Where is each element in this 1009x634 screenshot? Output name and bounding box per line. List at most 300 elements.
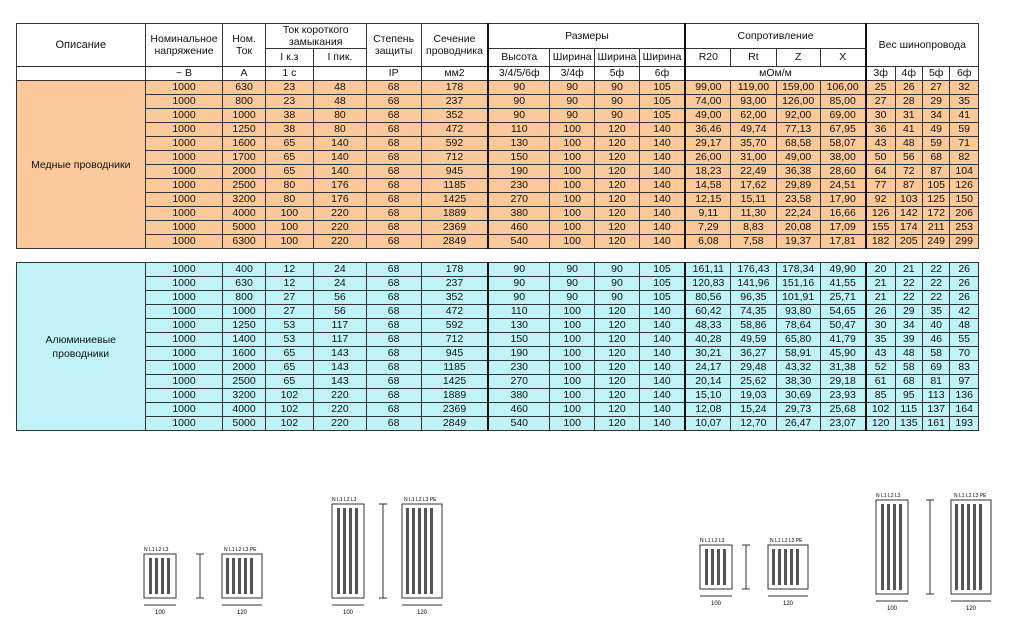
aluminum-cell: 58 <box>895 361 922 375</box>
header-ipeak: I пик. <box>314 49 367 67</box>
aluminum-cell: 53 <box>265 333 313 347</box>
copper-cell: 270 <box>488 193 549 207</box>
copper-cell: 150 <box>950 193 979 207</box>
aluminum-cell: 472 <box>421 305 488 319</box>
aluminum-cell: 135 <box>895 417 922 431</box>
copper-cell: 17,09 <box>820 221 865 235</box>
drawing-2-width-right: 120 <box>416 610 428 616</box>
aluminum-cell: 120 <box>866 417 895 431</box>
aluminum-cell: 68 <box>366 305 421 319</box>
copper-cell: 3200 <box>223 193 265 207</box>
aluminum-cell: 24 <box>314 277 367 291</box>
aluminum-cell: 1600 <box>223 347 265 361</box>
aluminum-cell: 400 <box>223 263 265 277</box>
drawing-4-width-left: 100 <box>886 606 898 612</box>
aluminum-cell: 460 <box>488 403 549 417</box>
copper-cell: 249 <box>922 235 949 249</box>
copper-cell: 68 <box>366 137 421 151</box>
aluminum-cell: 68 <box>366 375 421 389</box>
copper-cell: 140 <box>639 151 685 165</box>
copper-cell: 19,37 <box>776 235 820 249</box>
aluminum-cell: 1000 <box>145 305 223 319</box>
aluminum-cell: 120 <box>595 305 639 319</box>
aluminum-cell: 95 <box>895 389 922 403</box>
copper-cell: 119,00 <box>731 81 776 95</box>
copper-cell: 38 <box>265 123 313 137</box>
aluminum-cell: 178,34 <box>776 263 820 277</box>
copper-cell: 100 <box>550 123 595 137</box>
copper-cell: 182 <box>866 235 895 249</box>
aluminum-cell: 90 <box>550 263 595 277</box>
unit-w5: 5ф <box>922 67 949 81</box>
aluminum-cell: 23,93 <box>820 389 865 403</box>
aluminum-cell: 1000 <box>145 389 223 403</box>
aluminum-cell: 90 <box>488 263 549 277</box>
aluminum-cell: 120 <box>595 347 639 361</box>
aluminum-cell: 21 <box>895 263 922 277</box>
aluminum-row <box>17 375 979 389</box>
aluminum-cell: 74,35 <box>731 305 776 319</box>
aluminum-cell: 53 <box>265 319 313 333</box>
copper-cell: 90 <box>550 95 595 109</box>
aluminum-cell: 29,73 <box>776 403 820 417</box>
copper-cell: 65 <box>265 137 313 151</box>
aluminum-cell: 220 <box>314 389 367 403</box>
aluminum-cell: 69 <box>922 361 949 375</box>
header-short-circuit: Ток короткого замыкания <box>265 24 366 49</box>
aluminum-cell: 100 <box>550 305 595 319</box>
drawing-2-top-left: N L1 L2 L3 <box>332 497 357 503</box>
copper-cell: 1000 <box>145 179 223 193</box>
aluminum-cell: 46 <box>922 333 949 347</box>
aluminum-cell: 22 <box>922 291 949 305</box>
aluminum-cell: 352 <box>421 291 488 305</box>
copper-cell: 100 <box>550 207 595 221</box>
aluminum-cell: 93,80 <box>776 305 820 319</box>
aluminum-cell: 120 <box>595 389 639 403</box>
copper-cell: 38,00 <box>820 151 865 165</box>
aluminum-cell: 27 <box>265 291 313 305</box>
aluminum-cell: 4000 <box>223 403 265 417</box>
copper-cell: 140 <box>639 165 685 179</box>
copper-cell: 77,13 <box>776 123 820 137</box>
copper-cell: 380 <box>488 207 549 221</box>
copper-cell: 29,17 <box>685 137 730 151</box>
copper-cell: 100 <box>550 235 595 249</box>
copper-cell: 100 <box>265 221 313 235</box>
aluminum-cell: 70 <box>950 347 979 361</box>
copper-cell: 211 <box>922 221 949 235</box>
aluminum-cell: 52 <box>866 361 895 375</box>
copper-cell: 92,00 <box>776 109 820 123</box>
copper-cell: 120 <box>595 165 639 179</box>
drawing-1-top-left: N L1 L2 L3 <box>144 547 169 553</box>
copper-cell: 41 <box>895 123 922 137</box>
aluminum-cell: 137 <box>922 403 949 417</box>
busbar-cross-section-icon <box>696 536 836 611</box>
copper-cell: 253 <box>950 221 979 235</box>
header-protection: Степень защиты <box>366 24 421 67</box>
copper-cell: 110 <box>488 123 549 137</box>
copper-cell: 2000 <box>223 165 265 179</box>
copper-cell: 120 <box>595 235 639 249</box>
copper-cell: 43 <box>866 137 895 151</box>
copper-cell: 49,00 <box>685 109 730 123</box>
aluminum-cell: 140 <box>639 305 685 319</box>
copper-row <box>17 137 979 151</box>
aluminum-cell: 97 <box>950 375 979 389</box>
header-section: Сечение проводника <box>421 24 488 67</box>
aluminum-cell: 21 <box>866 291 895 305</box>
aluminum-cell: 161 <box>922 417 949 431</box>
copper-cell: 65 <box>265 165 313 179</box>
copper-cell: 12,15 <box>685 193 730 207</box>
aluminum-cell: 40,28 <box>685 333 730 347</box>
aluminum-cell: 56 <box>314 291 367 305</box>
aluminum-cell: 712 <box>421 333 488 347</box>
copper-cell: 49,74 <box>731 123 776 137</box>
aluminum-cell: 65 <box>265 347 313 361</box>
aluminum-cell: 42 <box>950 305 979 319</box>
copper-cell: 36,38 <box>776 165 820 179</box>
copper-cell: 945 <box>421 165 488 179</box>
copper-cell: 92 <box>866 193 895 207</box>
copper-cell: 90 <box>550 81 595 95</box>
copper-cell: 74,00 <box>685 95 730 109</box>
aluminum-cell: 48,33 <box>685 319 730 333</box>
aluminum-row <box>17 291 979 305</box>
aluminum-row <box>17 319 979 333</box>
aluminum-cell: 90 <box>550 291 595 305</box>
copper-cell: 48 <box>895 137 922 151</box>
header-x: X <box>820 49 865 67</box>
aluminum-cell: 190 <box>488 347 549 361</box>
aluminum-cell: 36,27 <box>731 347 776 361</box>
copper-cell: 17,81 <box>820 235 865 249</box>
aluminum-cell: 20,14 <box>685 375 730 389</box>
drawing-3-width-left: 100 <box>710 601 722 607</box>
copper-cell: 36,46 <box>685 123 730 137</box>
aluminum-cell: 68 <box>366 333 421 347</box>
aluminum-cell: 140 <box>639 347 685 361</box>
copper-cell: 1250 <box>223 123 265 137</box>
copper-cell: 230 <box>488 179 549 193</box>
aluminum-cell: 100 <box>550 319 595 333</box>
aluminum-cell: 630 <box>223 277 265 291</box>
aluminum-cell: 15,24 <box>731 403 776 417</box>
header-weight: Вес шинопровода <box>866 24 979 67</box>
aluminum-cell: 65 <box>265 375 313 389</box>
aluminum-cell: 2000 <box>223 361 265 375</box>
copper-cell: 38 <box>265 109 313 123</box>
aluminum-cell: 140 <box>639 361 685 375</box>
aluminum-cell: 15,10 <box>685 389 730 403</box>
aluminum-cell: 117 <box>314 319 367 333</box>
aluminum-row <box>17 417 979 431</box>
copper-cell: 87 <box>895 179 922 193</box>
copper-cell: 237 <box>421 95 488 109</box>
copper-cell: 90 <box>550 109 595 123</box>
unit-width-34: 3/4ф <box>550 67 595 81</box>
copper-cell: 1000 <box>145 81 223 95</box>
copper-cell: 35,70 <box>731 137 776 151</box>
aluminum-cell: 90 <box>550 277 595 291</box>
copper-cell: 68 <box>366 207 421 221</box>
drawing-1-width-right: 120 <box>236 610 248 616</box>
busbar-cross-section-icon <box>872 491 1002 616</box>
aluminum-cell: 120 <box>595 361 639 375</box>
aluminum-cell: 230 <box>488 361 549 375</box>
unit-section: мм2 <box>421 67 488 81</box>
copper-cell: 72 <box>895 165 922 179</box>
copper-cell: 93,00 <box>731 95 776 109</box>
aluminum-cell: 140 <box>639 333 685 347</box>
copper-row <box>17 109 979 123</box>
copper-cell: 26,00 <box>685 151 730 165</box>
copper-cell: 105 <box>639 81 685 95</box>
aluminum-cell: 1185 <box>421 361 488 375</box>
aluminum-cell: 30,69 <box>776 389 820 403</box>
aluminum-cell: 120 <box>595 375 639 389</box>
aluminum-cell: 68 <box>366 361 421 375</box>
drawing-2-width-left: 100 <box>342 610 354 616</box>
aluminum-cell: 102 <box>265 403 313 417</box>
copper-cell: 85,00 <box>820 95 865 109</box>
aluminum-cell: 22 <box>922 277 949 291</box>
copper-cell: 1600 <box>223 137 265 151</box>
copper-cell: 41 <box>950 109 979 123</box>
aluminum-cell: 68 <box>366 277 421 291</box>
copper-cell: 299 <box>950 235 979 249</box>
copper-cell: 1000 <box>145 137 223 151</box>
copper-cell: 22,49 <box>731 165 776 179</box>
copper-row <box>17 193 979 207</box>
copper-cell: 140 <box>639 179 685 193</box>
copper-row <box>17 95 979 109</box>
copper-cell: 68 <box>922 151 949 165</box>
aluminum-cell: 176,43 <box>731 263 776 277</box>
copper-cell: 126 <box>866 207 895 221</box>
header-width-34: Ширина <box>550 49 595 67</box>
aluminum-cell: 380 <box>488 389 549 403</box>
aluminum-cell: 117 <box>314 333 367 347</box>
aluminum-cell: 23,07 <box>820 417 865 431</box>
busbar-cross-section-icon <box>328 495 468 620</box>
copper-cell: 140 <box>314 137 367 151</box>
aluminum-cell: 68 <box>366 347 421 361</box>
copper-cell: 120 <box>595 137 639 151</box>
aluminum-cell: 1000 <box>223 305 265 319</box>
copper-cell: 176 <box>314 179 367 193</box>
copper-cell: 68 <box>366 151 421 165</box>
aluminum-cell: 140 <box>639 417 685 431</box>
aluminum-cell: 100 <box>550 389 595 403</box>
aluminum-row <box>17 333 979 347</box>
aluminum-cell: 34 <box>895 319 922 333</box>
aluminum-cell: 65,80 <box>776 333 820 347</box>
aluminum-cell: 68 <box>366 263 421 277</box>
copper-cell: 49 <box>922 123 949 137</box>
aluminum-row <box>17 403 979 417</box>
copper-cell: 100 <box>550 179 595 193</box>
copper-cell: 64 <box>866 165 895 179</box>
copper-cell: 90 <box>595 95 639 109</box>
aluminum-cell: 270 <box>488 375 549 389</box>
aluminum-cell: 105 <box>639 277 685 291</box>
aluminum-cell: 90 <box>488 277 549 291</box>
copper-cell: 59 <box>922 137 949 151</box>
copper-cell: 68,58 <box>776 137 820 151</box>
aluminum-cell: 54,65 <box>820 305 865 319</box>
copper-cell: 174 <box>895 221 922 235</box>
aluminum-cell: 151,16 <box>776 277 820 291</box>
copper-cell: 106,00 <box>820 81 865 95</box>
copper-cell: 4000 <box>223 207 265 221</box>
aluminum-cell: 85 <box>866 389 895 403</box>
copper-cell: 126,00 <box>776 95 820 109</box>
aluminum-cell: 58,86 <box>731 319 776 333</box>
aluminum-cell: 19,03 <box>731 389 776 403</box>
aluminum-cell: 110 <box>488 305 549 319</box>
aluminum-cell: 800 <box>223 291 265 305</box>
aluminum-cell: 41,79 <box>820 333 865 347</box>
copper-cell: 140 <box>639 235 685 249</box>
aluminum-cell: 43 <box>866 347 895 361</box>
aluminum-cell: 24,17 <box>685 361 730 375</box>
copper-cell: 26 <box>895 81 922 95</box>
copper-cell: 120 <box>595 193 639 207</box>
aluminum-label: Алюминиевые проводники <box>17 263 146 431</box>
aluminum-cell: 120 <box>595 319 639 333</box>
copper-row <box>17 165 979 179</box>
copper-cell: 90 <box>488 109 549 123</box>
copper-cell: 24,51 <box>820 179 865 193</box>
copper-cell: 100 <box>550 193 595 207</box>
copper-cell: 126 <box>950 179 979 193</box>
copper-cell: 120 <box>595 123 639 137</box>
copper-cell: 125 <box>922 193 949 207</box>
aluminum-cell: 237 <box>421 277 488 291</box>
copper-cell: 80 <box>265 193 313 207</box>
aluminum-cell: 24 <box>314 263 367 277</box>
drawing-3-width-right: 120 <box>782 601 794 607</box>
aluminum-cell: 21 <box>866 277 895 291</box>
aluminum-cell: 65 <box>265 361 313 375</box>
aluminum-cell: 38,30 <box>776 375 820 389</box>
aluminum-cell: 100 <box>550 417 595 431</box>
copper-cell: 1700 <box>223 151 265 165</box>
aluminum-cell: 58 <box>922 347 949 361</box>
aluminum-cell: 68 <box>366 291 421 305</box>
busbar-drawing-1 <box>140 545 280 620</box>
copper-cell: 32 <box>950 81 979 95</box>
copper-cell: 68 <box>366 95 421 109</box>
aluminum-cell: 30,21 <box>685 347 730 361</box>
copper-cell: 68 <box>366 193 421 207</box>
copper-cell: 14,58 <box>685 179 730 193</box>
aluminum-cell: 164 <box>950 403 979 417</box>
copper-cell: 27 <box>922 81 949 95</box>
aluminum-cell: 41,55 <box>820 277 865 291</box>
aluminum-cell: 1000 <box>145 319 223 333</box>
copper-cell: 105 <box>922 179 949 193</box>
aluminum-cell: 1250 <box>223 319 265 333</box>
aluminum-cell: 22 <box>895 291 922 305</box>
aluminum-cell: 35 <box>866 333 895 347</box>
aluminum-row <box>17 347 979 361</box>
copper-cell: 472 <box>421 123 488 137</box>
copper-cell: 99,00 <box>685 81 730 95</box>
aluminum-cell: 43,32 <box>776 361 820 375</box>
unit-time: 1 с <box>265 67 313 81</box>
drawing-3-top-left: N L1 L2 L3 <box>700 538 725 544</box>
aluminum-cell: 90 <box>488 291 549 305</box>
drawing-4-top-right: N L1 L2 L3 PE <box>954 493 987 499</box>
section-gap <box>17 249 979 263</box>
aluminum-cell: 1000 <box>145 375 223 389</box>
unit-w3: 3ф <box>866 67 895 81</box>
copper-cell: 2500 <box>223 179 265 193</box>
copper-cell: 1000 <box>145 235 223 249</box>
aluminum-cell: 26 <box>866 305 895 319</box>
copper-cell: 80 <box>265 179 313 193</box>
aluminum-cell: 90 <box>595 291 639 305</box>
aluminum-cell: 143 <box>314 375 367 389</box>
copper-cell: 68 <box>366 81 421 95</box>
copper-cell: 540 <box>488 235 549 249</box>
header-description: Описание <box>17 24 146 67</box>
aluminum-cell: 68 <box>366 417 421 431</box>
header-resistance: Сопротивление <box>685 24 865 49</box>
unit-protection: IP <box>366 67 421 81</box>
copper-cell: 1000 <box>145 109 223 123</box>
copper-cell: 140 <box>314 165 367 179</box>
aluminum-cell: 30 <box>866 319 895 333</box>
aluminum-cell: 26 <box>950 263 979 277</box>
copper-cell: 67,95 <box>820 123 865 137</box>
aluminum-cell: 1000 <box>145 277 223 291</box>
copper-cell: 100 <box>550 221 595 235</box>
aluminum-cell: 49,90 <box>820 263 865 277</box>
aluminum-cell: 143 <box>314 347 367 361</box>
aluminum-cell: 2369 <box>421 403 488 417</box>
copper-label: Медные проводники <box>17 81 146 249</box>
aluminum-cell: 12 <box>265 263 313 277</box>
copper-cell: 1000 <box>145 221 223 235</box>
aluminum-cell: 161,11 <box>685 263 730 277</box>
copper-cell: 120 <box>595 151 639 165</box>
aluminum-cell: 45,90 <box>820 347 865 361</box>
aluminum-cell: 130 <box>488 319 549 333</box>
copper-cell: 28,60 <box>820 165 865 179</box>
aluminum-cell: 50,47 <box>820 319 865 333</box>
aluminum-cell: 120,83 <box>685 277 730 291</box>
aluminum-cell: 68 <box>366 389 421 403</box>
copper-cell: 69,00 <box>820 109 865 123</box>
copper-cell: 16,66 <box>820 207 865 221</box>
aluminum-cell: 81 <box>922 375 949 389</box>
aluminum-row <box>17 277 979 291</box>
aluminum-cell: 150 <box>488 333 549 347</box>
unit-width-6: 6ф <box>639 67 685 81</box>
copper-cell: 5000 <box>223 221 265 235</box>
aluminum-cell: 945 <box>421 347 488 361</box>
unit-w6: 6ф <box>950 67 979 81</box>
copper-cell: 176 <box>314 193 367 207</box>
aluminum-cell: 100 <box>550 333 595 347</box>
aluminum-cell: 20 <box>866 263 895 277</box>
header-r20: R20 <box>685 49 730 67</box>
